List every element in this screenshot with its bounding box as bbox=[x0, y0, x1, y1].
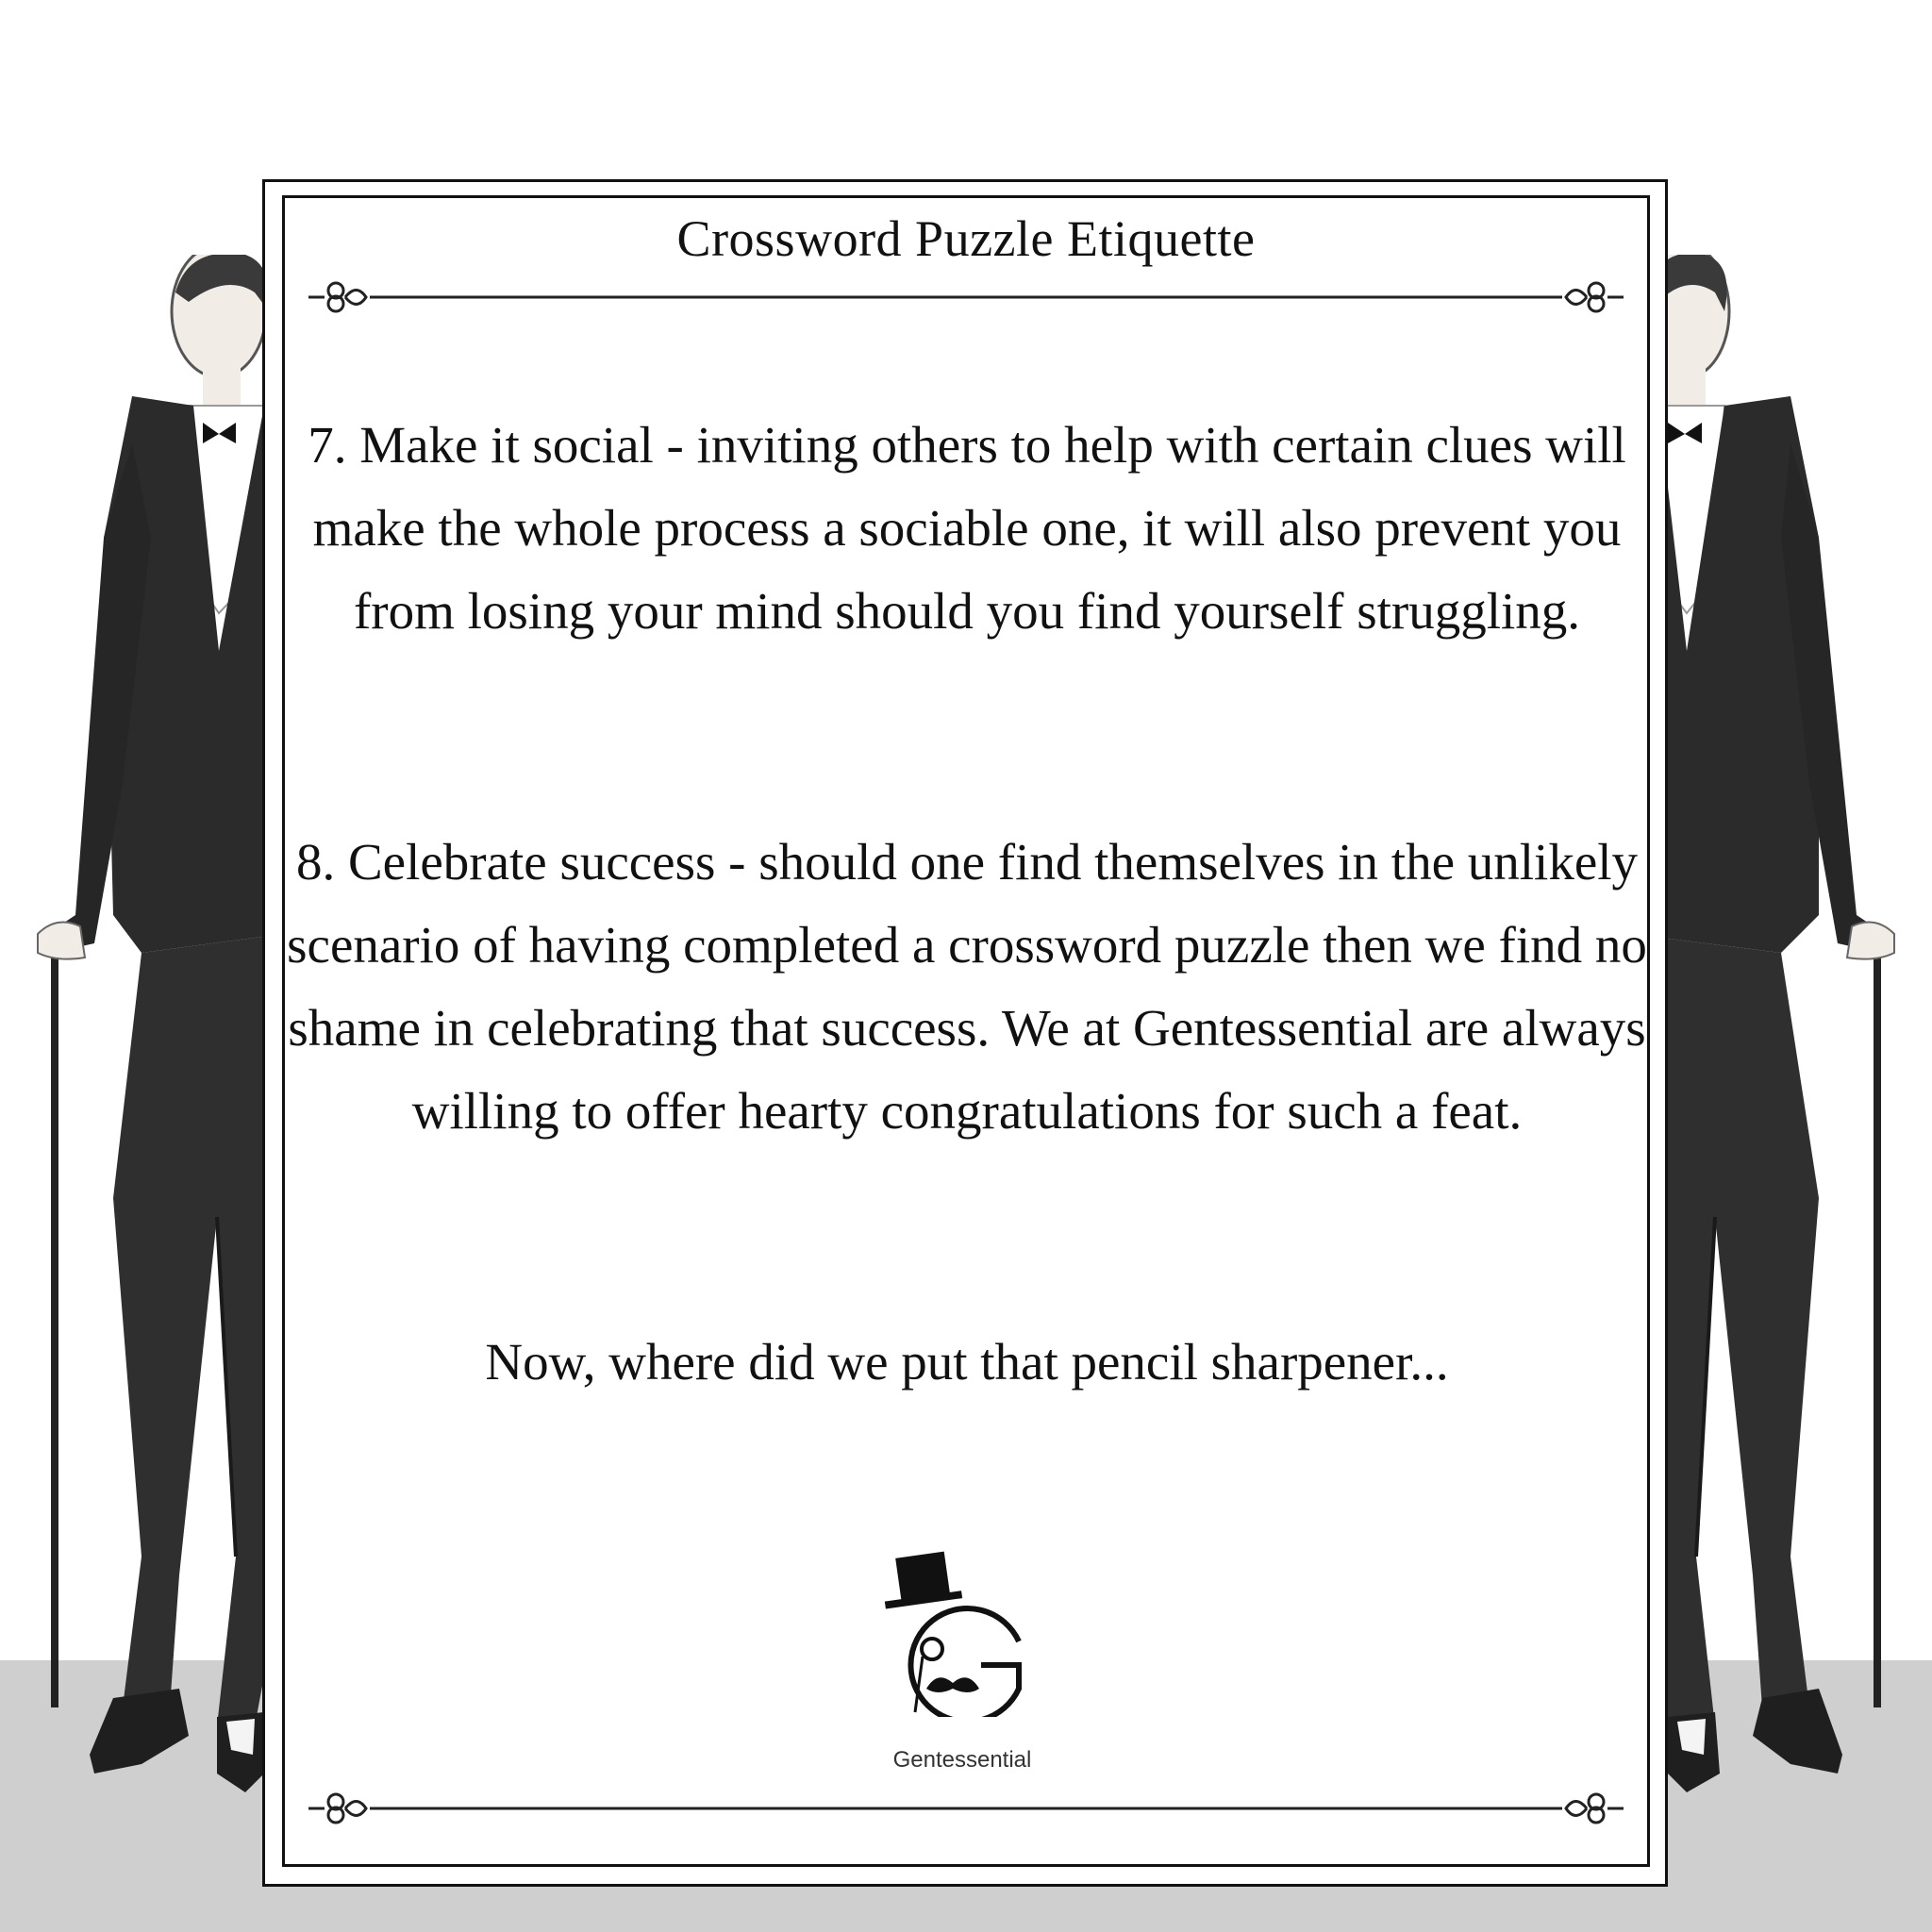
ornamental-divider-bottom bbox=[304, 1785, 1628, 1832]
gentleman-illustration-left bbox=[0, 255, 302, 1821]
ornamental-divider-top bbox=[304, 274, 1628, 321]
tip-8-text: 8. Celebrate success - should one find themselves in the unlikely scenario of having completed a crossword puzzle then we find no shame in celebrating that success. We at Gentessential are always willing to offer hearty congratulations for such a feat. bbox=[287, 833, 1647, 1140]
brand-name: Gentessential bbox=[892, 1747, 1032, 1773]
tip-7-text: 7. Make it social - inviting others to help with certain clues will make the whole process a sociable one, it will also prevent you from losing your mind should you find yourself struggling. bbox=[308, 416, 1626, 640]
page-title: Crossword Puzzle Etiquette bbox=[676, 210, 1256, 267]
gentleman-illustration-right bbox=[1630, 255, 1932, 1821]
brand-logo bbox=[877, 1547, 1047, 1783]
closing-line: Now, where did we put that pencil sharpener... bbox=[485, 1333, 1449, 1391]
top-hat-monocle-icon bbox=[877, 1547, 1047, 1717]
